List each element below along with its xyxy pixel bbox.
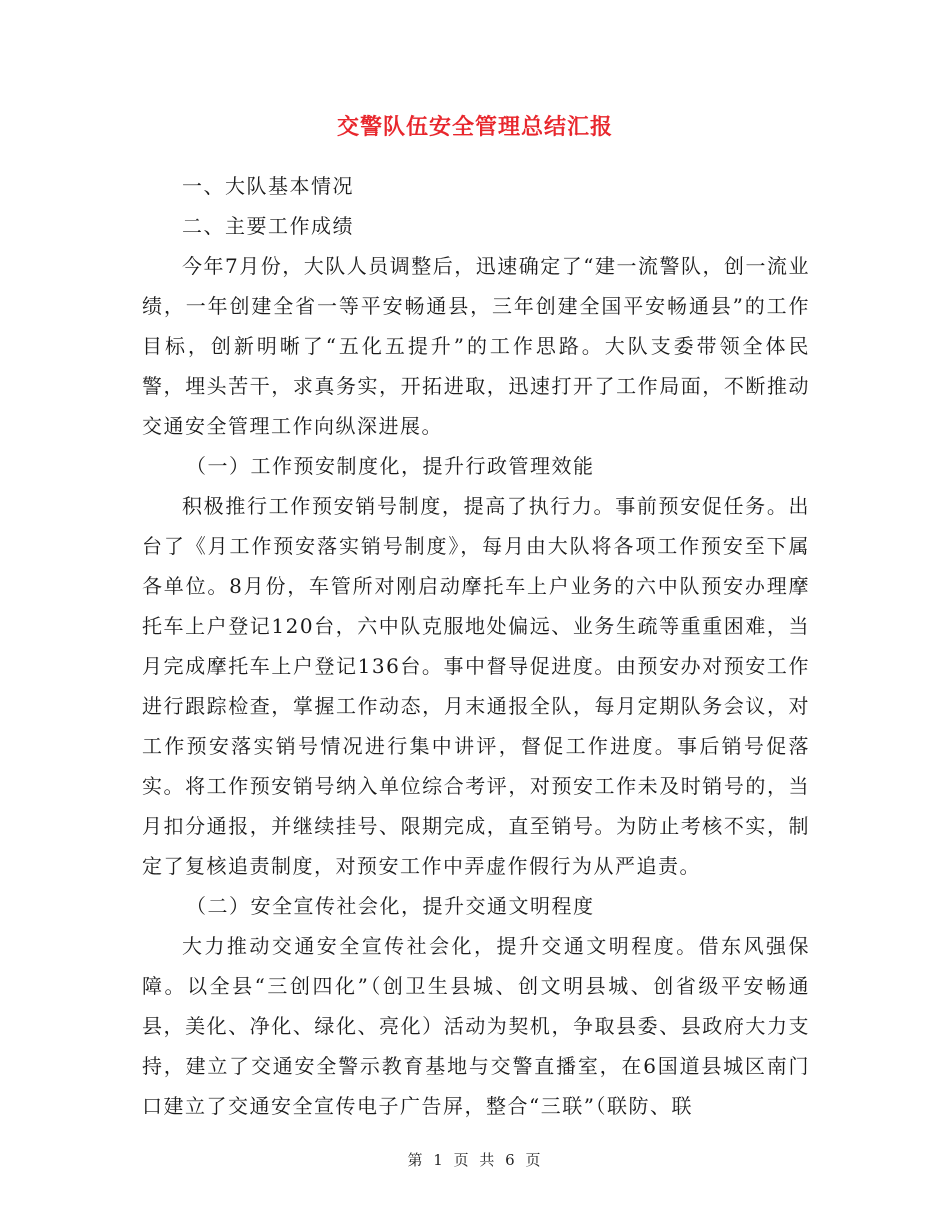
body-paragraph: 今年7月份，大队人员调整后，迅速确定了“建一流警队，创一流业绩，一年创建全省一等平安畅通县，三年创建全国平安畅通县”的工作目标，创新明晰了“五化五提升”的工作思路。大队支委带领全体民警，埋头苦干，求真务实，开拓进取，迅速打开了工作局面，不断推动交通安全管理工作向纵深进展。 [142, 254, 810, 438]
body-paragraph: 积极推行工作预安销号制度，提高了执行力。事前预安促任务。出台了《月工作预安落实销号制度》，每月由大队将各项工作预安至下属各单位。8月份，车管所对刚启动摩托车上户业务的六中队预安办理摩托车上户登记120台，六中队克服地处偏远、业务生疏等重重困难，当月完成摩托车上户登记136台。事中督导促进度。由预安办对预安工作进行跟踪检查，掌握工作动态，月末通报全队，每月定期队务会议，对工作预安落实销号情况进行集中讲评，督促工作进度。事后销号促落实。将工作预安销号纳入单位综合考评，对预安工作未及时销号的，当月扣分通报，并继续挂号、限期完成，直至销号。为防止考核不实，制定了复核追责制度，对预安工作中弄虚作假行为从严追责。 [142, 494, 810, 878]
subsection-heading: （一）工作预安制度化，提升行政管理效能 [186, 454, 595, 478]
page-footer: 第 1 页 共 6 页 [407, 1151, 543, 1169]
body-paragraph: 大力推动交通安全宣传社会化，提升交通文明程度。借东风强保障。以全县“三创四化”（创卫生县城、创文明县城、创省级平安畅通县，美化、净化、绿化、亮化）活动为契机，争取县委、县政府大力支持，建立了交通安全警示教育基地与交警直播室，在6国道县城区南门口建立了交通安全宣传电子广告屏，整合“三联”（联防、联 [142, 934, 810, 1118]
section-heading: 二、主要工作成绩 [182, 214, 354, 238]
document-body [142, 166, 810, 1126]
document-title: 交警队伍安全管理总结汇报 [336, 114, 613, 140]
subsection-heading: （二）安全宣传社会化，提升交通文明程度 [186, 894, 595, 918]
section-heading: 一、大队基本情况 [182, 174, 354, 198]
